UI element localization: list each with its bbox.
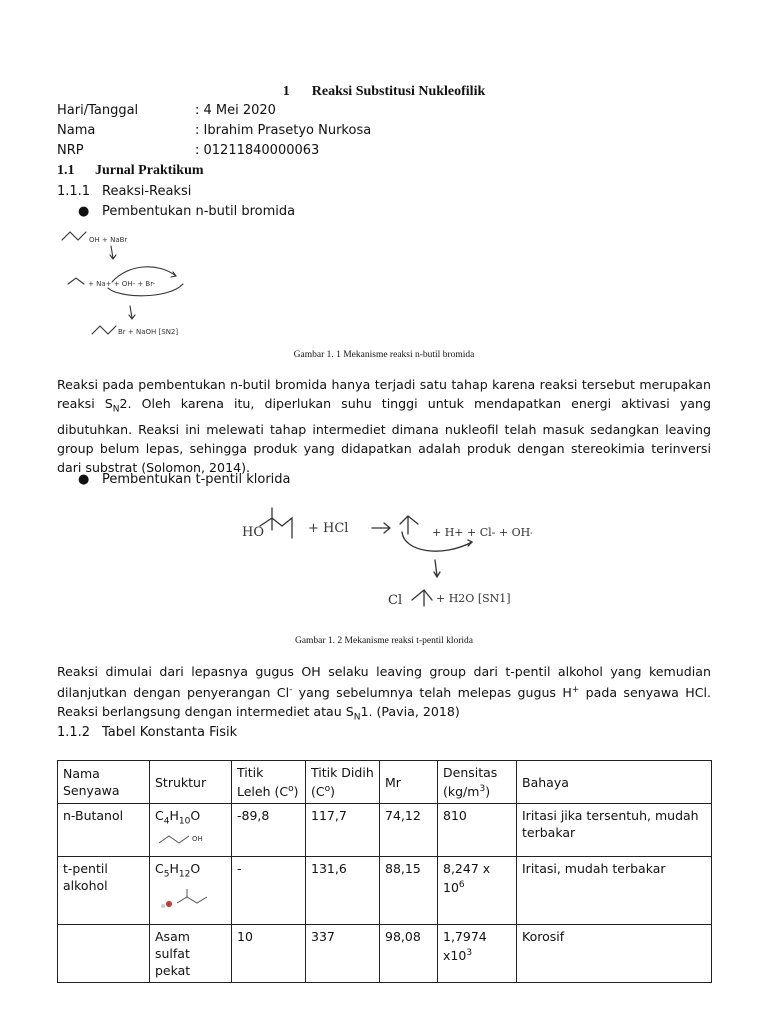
table-cell-structure: $C_5H_{12}O$ [150,856,232,925]
handwriting-product: + H2O [SN1] [436,592,511,605]
t-pentil-alkohol-structure-icon [155,883,213,917]
section-number: 1.1.2 [57,725,91,740]
paragraph-text: Reaksi pada pembentukan n-butil bromida hanya terjadi satu tahap karena reaksi tersebut merupakan reaksi S [57,377,711,411]
column-header: Struktur [150,761,232,804]
section-heading-1-1-1 [57,184,191,199]
table-header-row [58,761,712,804]
subscript: N [353,712,361,723]
section-heading-1-1-2 [57,725,237,740]
bullet-text: Pembentukan t-pentil klorida [102,472,291,487]
paragraph-text: pada senyawa HCl. Reaksi berlangsung dengan intermediet atau S [57,685,711,720]
section-title: Jurnal Praktikum [95,163,204,178]
table-cell: - [232,856,306,925]
table-cell: 337 [306,925,380,983]
superscript: - [289,685,293,695]
paragraph-text: 2. Oleh karena itu, diperlukan suhu tinggi untuk mendapatkan energi aktivasi yang dibutuhkan. Reaksi ini melewati tahap intermediet dimana nukleofil telah masuk sedangkan leaving group belum lepas, sehingga produk yang didapatkan adalah produk dengan stereokimia terinversi dari substrat (Solomon, 2014). [57,396,712,475]
bullet-icon: ● [78,204,90,219]
meta-row-nrp [57,143,319,158]
table-cell: Asam sulfat pekat [150,925,232,983]
handwriting-hcl: + HCl [308,521,349,536]
svg-text:OH: OH [192,834,203,843]
table-cell: 74,12 [380,804,438,857]
table-cell-structure: $C_4H_{10}O$ OH [150,804,232,857]
superscript: + [571,685,580,695]
table-cell: 88,15 [380,856,438,925]
physical-constants-table [57,760,712,983]
bullet-item [78,472,291,487]
paragraph-text: 1. (Pavia, 2018) [360,704,460,720]
paragraph-sn1-explanation [57,662,711,728]
column-header: Mr [380,761,438,804]
table-cell: 810 [438,804,517,857]
meta-value: : 4 Mei 2020 [195,103,276,118]
table-cell: Iritasi, mudah terbakar [517,856,712,925]
column-header: Densitas $(kg/m^3)$ [438,761,517,804]
table-cell: 1,7974 $x10^3$ [438,925,517,983]
section-title: Tabel Konstanta Fisik [102,725,238,740]
paragraph-text: yang sebelumnya telah melepas gugus H [292,685,572,701]
figure-caption-2: Gambar 1. 2 Mekanisme reaksi t-pentil klorida [294,636,474,646]
handwriting-step-1: OH + NaBr [89,236,128,244]
section-number: 1.1.1 [57,184,91,199]
table-row [58,804,712,857]
figure-nbutil-mechanism [58,222,208,344]
handwritten-mechanism-sketch [58,222,208,344]
bullet-text: Pembentukan n-butil bromida [102,204,296,219]
column-header: Titik Didih $(C^o)$ [306,761,380,804]
section-number: 1.1 [57,163,75,178]
table-cell: -89,8 [232,804,306,857]
title-number: 1 [282,84,290,99]
handwriting-step-3: Br + NaOH [SN2] [118,328,179,336]
bullet-item [78,204,295,219]
section-heading-1-1 [57,163,204,179]
table-cell: 10 [232,925,306,983]
table-cell: n-Butanol [58,804,150,857]
table-row [58,856,712,925]
handwriting-ho: HO [242,525,264,540]
column-header: Titik Leleh $(C^o)$ [232,761,306,804]
section-title: Reaksi-Reaksi [102,184,192,199]
column-header: Nama Senyawa [58,761,150,804]
table-cell: Iritasi jika tersentuh, mudah terbakar [517,804,712,857]
table-cell: 117,7 [306,804,380,857]
meta-row-date [57,103,276,118]
table-cell: 98,08 [380,925,438,983]
table-cell: 131,6 [306,856,380,925]
meta-key: Hari/Tanggal [57,103,139,118]
title-text: Reaksi Substitusi Nukleofilik [311,84,486,99]
column-header: Bahaya [517,761,712,804]
paragraph-text: Reaksi dimulai dari lepasnya gugus OH selaku leaving group dari t-pentil alkohol yang kemudian dilanjutkan dengan penyerangan Cl [57,664,711,701]
handwriting-cl: Cl [388,593,403,608]
table-cell: 8,247 x $10^6$ [438,856,517,925]
meta-key: Nama [57,123,96,138]
handwriting-ions: + H+ + Cl- + OH- [432,526,532,539]
handwriting-step-2: + Na+ + OH- + Br- [88,280,156,288]
meta-value: : 01211840000063 [195,143,320,158]
table-cell: t-pentil alkohol [58,856,150,925]
meta-key: NRP [57,143,84,158]
figure-tpentil-mechanism [232,490,532,630]
figure-caption-1: Gambar 1. 1 Mekanisme reaksi n-butil bromida [293,350,475,360]
table-cell [58,925,150,983]
meta-row-name [57,123,371,138]
table-cell: Korosif [517,925,712,983]
meta-value: : Ibrahim Prasetyo Nurkosa [195,123,372,138]
bullet-icon: ● [78,472,90,487]
n-butanol-structure-icon [155,831,215,849]
table-row [58,925,712,983]
document-title [0,84,768,100]
paragraph-sn2-explanation [57,375,711,477]
subscript: N [112,404,120,415]
handwritten-mechanism-sketch [232,490,532,630]
